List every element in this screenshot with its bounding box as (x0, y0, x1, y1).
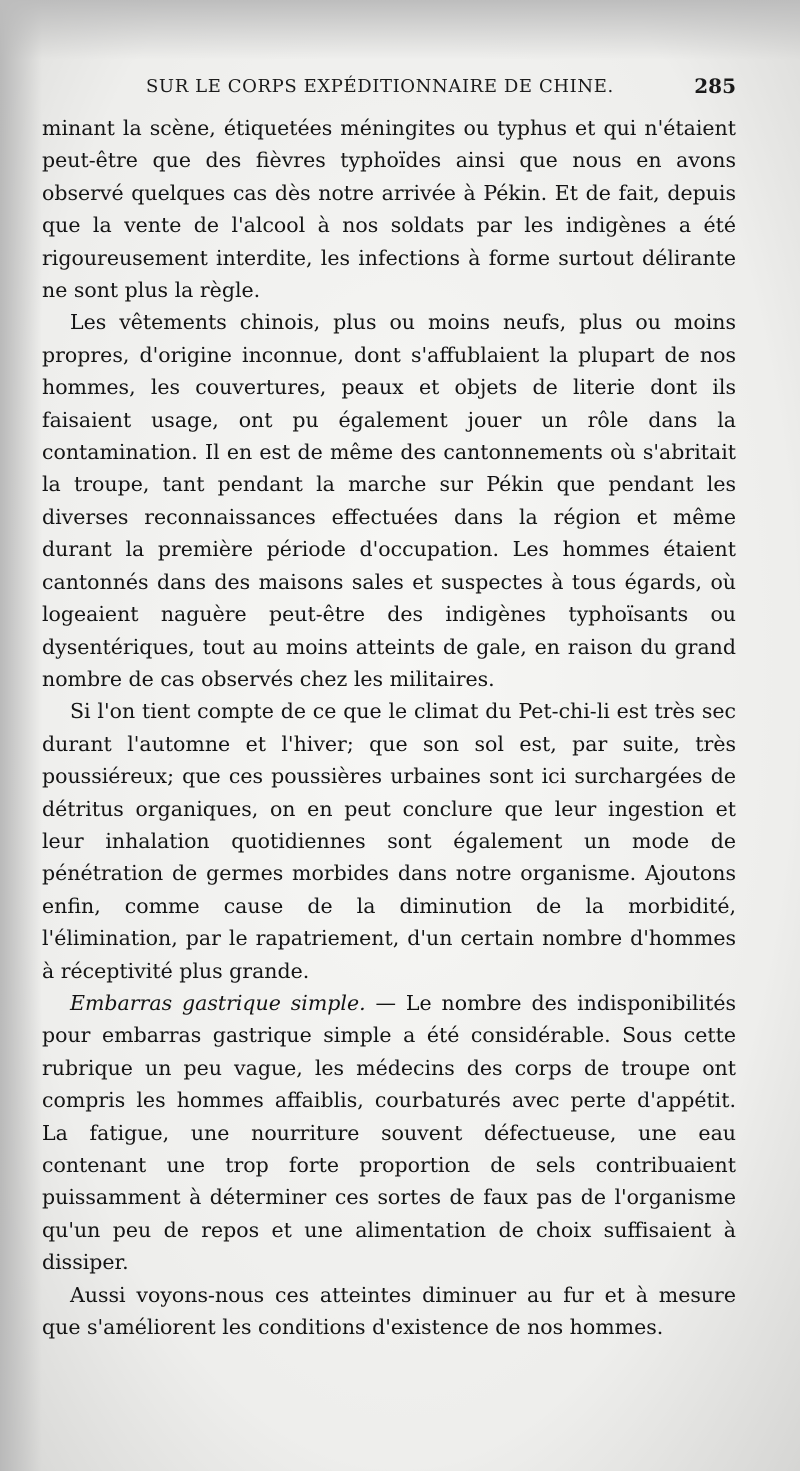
page-number: 285 (694, 74, 736, 98)
paragraph-4 (42, 987, 736, 1279)
page-header (146, 72, 736, 104)
section-lead-title: Embarras gastrique simple. (70, 990, 366, 1015)
paragraph-3: Si l'on tient compte de ce que le climat du Pet-chi-li est très sec durant l'automne et l'hiver; que son sol est, par suite, très poussiéreux; que ces poussières urbaines sont ici surchargées de détritus organiques, on en peut conclure que leur ingestion et leur inhalation quotidiennes sont également un mode de pénétration de germes morbides dans notre organisme. Ajoutons enfin, comme cause de la diminution de la morbidité, l'élimination, par le rapatriement, d'un certain nombre d'hommes à réceptivité plus grande. (42, 699, 736, 983)
paragraph-1: minant la scène, étiquetées méningites ou typhus et qui n'étaient peut-être que des fièvres typhoïdes ainsi que nous en avons observé quelques cas dès notre arrivée à Pékin. Et de fait, depuis que la vente de l'alcool à nos soldats par les indigènes a été rigoureusement interdite, les infections à forme surtout délirante ne sont plus la règle. (42, 116, 736, 303)
paragraph-4-text: — Le nombre des indisponibilités pour embarras gastrique simple a été considérable. Sous cette rubrique un peu vague, les médecins des corps de troupe ont compris les hommes affaiblis, courbaturés avec perte d'appétit. La fatigue, une nourriture souvent défectueuse, une eau contenant une trop forte proportion de sels contribuaient puissamment à déterminer ces sortes de faux pas de l'organisme qu'un peu de repos et une alimentation de choix suffisaient à dissiper. (42, 990, 736, 1275)
paragraph-5: Aussi voyons-nous ces atteintes diminuer au fur et à mesure que s'améliorent les conditions d'existence de nos hommes. (42, 1282, 736, 1340)
paragraph-2: Les vêtements chinois, plus ou moins neufs, plus ou moins propres, d'origine inconnue, dont s'affublaient la plupart de nos hommes, les couvertures, peaux et objets de literie dont ils faisaient usage, ont pu également jouer un rôle dans la contamination. Il en est de même des cantonnements où s'abritait la troupe, tant pendant la marche sur Pékin que pendant les diverses reconnaissances effectuées dans la région et même durant la première période d'occupation. Les hommes étaient cantonnés dans des maisons sales et suspectes à tous égards, où logeaient naguère peut-être des indigènes typhoïsants ou dysentériques, tout au moins atteints de gale, en raison du grand nombre de cas observés chez les militaires. (42, 310, 736, 691)
body-text (42, 112, 736, 1343)
running-head: SUR LE CORPS EXPÉDITIONNAIRE DE CHINE. (146, 76, 614, 97)
page-shadow-top (0, 0, 800, 60)
page-shadow-left (0, 0, 42, 1471)
